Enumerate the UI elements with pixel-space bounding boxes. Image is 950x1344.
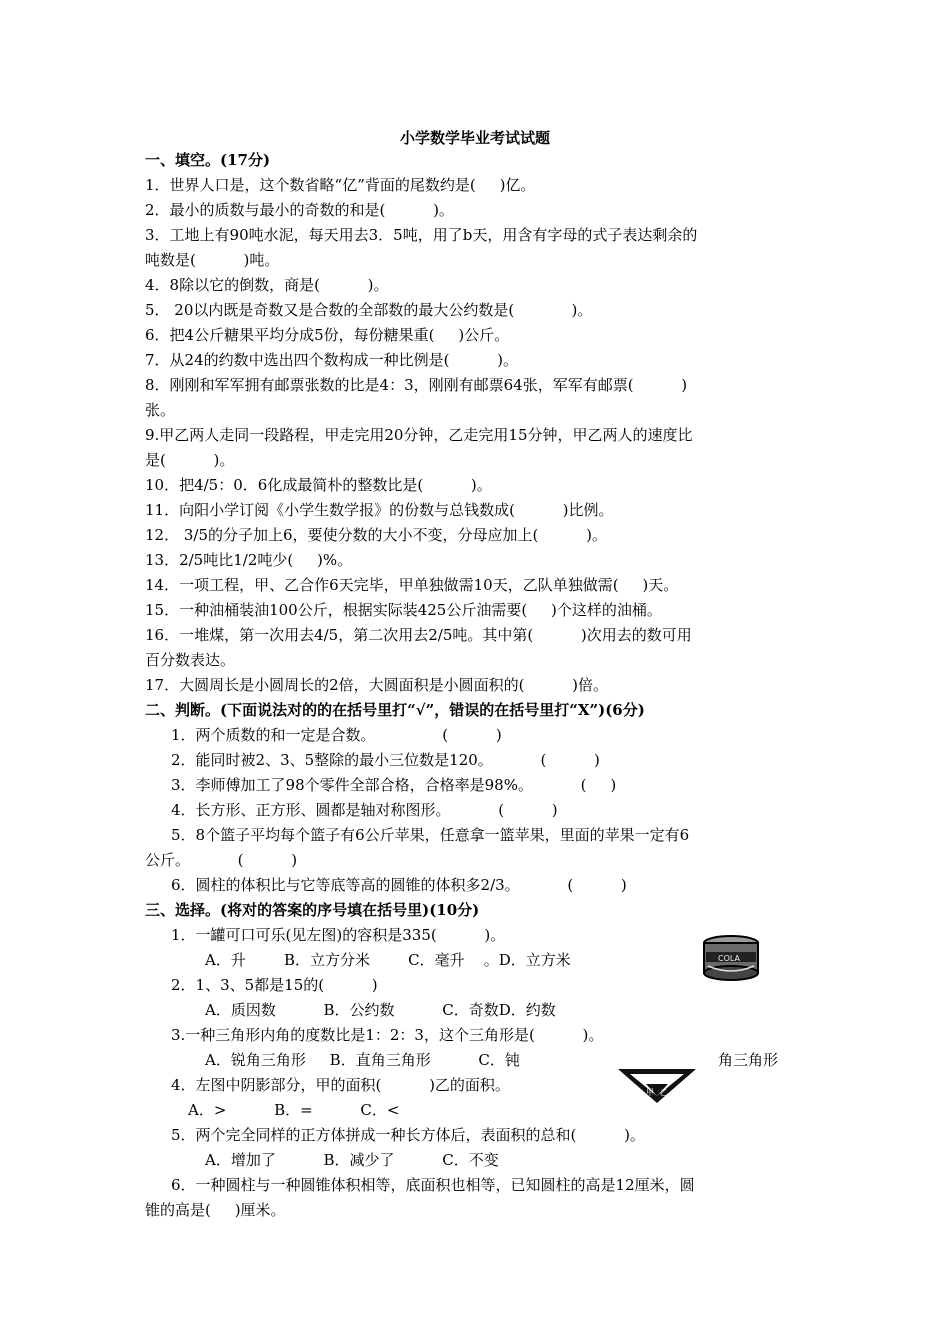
question-line: 吨数是( )吨。 (145, 251, 280, 269)
question-line: 1．两个质数的和一定是合数。 ( ) (171, 726, 502, 744)
options-line: A．增加了 B．减少了 C．不变 (205, 1151, 499, 1169)
question-line: 7．从24的约数中选出四个数构成一种比例是( )。 (145, 351, 519, 369)
question-line: 4．8除以它的倒数，商是( )。 (145, 276, 389, 294)
question-line: 16．一堆煤，第一次用去4/5，第二次用去2/5吨。其中第( )次用去的数可用 (145, 626, 692, 644)
section-heading-judge: 二、判断。(下面说法对的的在括号里打“√”，错误的在括号里打“X”)(6分) (145, 701, 645, 719)
question-line: 4．左图中阴影部分，甲的面积( )乙的面积。 (171, 1076, 510, 1094)
question-line: 6．一种圆柱与一种圆锥体积相等，底面积也相等，已知圆柱的高是12厘米，圆 (171, 1176, 695, 1194)
question-line: 锥的高是( )厘米。 (145, 1201, 286, 1219)
question-line: 3．工地上有90吨水泥，每天用去3．5吨，用了b天，用含有字母的式子表达剩余的 (145, 226, 698, 244)
question-line: 公斤。 ( ) (145, 851, 298, 869)
question-line: 14．一项工程，甲、乙合作6天完毕，甲单独做需10天，乙队单独做需( )天。 (145, 576, 679, 594)
question-line: 百分数表达。 (145, 651, 236, 669)
question-line: 8．刚刚和军军拥有邮票张数的比是4：3，刚刚有邮票64张，军军有邮票( ) (145, 376, 688, 394)
question-line: 是( )。 (145, 451, 235, 469)
question-line: 5． 20以内既是奇数又是合数的全部数的最大公约数是( )。 (145, 301, 593, 319)
question-line: 4．长方形、正方形、圆都是轴对称图形。 ( ) (171, 801, 558, 819)
question-line: 3.一种三角形内角的度数比是1：2：3，这个三角形是( )。 (171, 1026, 604, 1044)
question-line: 9.甲乙两人走同一段路程，甲走完用20分钟，乙走完用15分钟，甲乙两人的速度比 (145, 426, 693, 444)
options-line: A．> B．= C．< (188, 1101, 400, 1119)
question-line: 1．一罐可口可乐(见左图)的容积是335( )。 (171, 926, 506, 944)
svg-text:COLA: COLA (718, 954, 740, 963)
question-line: 2．最小的质数与最小的奇数的和是( )。 (145, 201, 454, 219)
question-line: 5．8个篮子平均每个篮子有6公斤苹果，任意拿一篮苹果，里面的苹果一定有6 (171, 826, 690, 844)
triangle-figure (616, 1066, 698, 1106)
question-line: 6．圆柱的体积比与它等底等高的圆锥的体积多2/3。 ( ) (171, 876, 627, 894)
page-title: 小学数学毕业考试试题 (399, 129, 550, 147)
question-line: 3．李师傅加工了98个零件全部合格，合格率是98%。 ( ) (171, 776, 617, 794)
question-line: 17．大圆周长是小圆周长的2倍，大圆面积是小圆面积的( )倍。 (145, 676, 609, 694)
question-line: 2．1、3、5都是15的( ) (171, 976, 378, 994)
cola-can-image (700, 934, 762, 982)
question-line: 12． 3/5的分子加上6，要使分数的大小不变，分母应加上( )。 (145, 526, 607, 544)
options-line: A．锐角三角形 B．直角三角形 C．钝 (205, 1051, 520, 1069)
question-line: 1．世界人口是，这个数省略“亿”背面的尾数约是( )亿。 (145, 176, 536, 194)
question-line: 5．两个完全同样的正方体拼成一种长方体后，表面积的总和( )。 (171, 1126, 645, 1144)
question-line: 11．向阳小学订阅《小学生数学报》的份数与总钱数成( )比例。 (145, 501, 614, 519)
triangle-label-left: 甲 (646, 1088, 654, 1097)
triangle-label-right: 乙 (660, 1088, 668, 1097)
question-line: 2．能同时被2、3、5整除的最小三位数是120。 ( ) (171, 751, 600, 769)
question-line: 15．一种油桶装油100公斤，根据实际装425公斤油需要( )个这样的油桶。 (145, 601, 662, 619)
question-line: 10．把4/5：0．6化成最简朴的整数比是( )。 (145, 476, 492, 494)
options-line-tail: 角三角形 (718, 1051, 779, 1069)
question-line: 13．2/5吨比1/2吨少( )%。 (145, 551, 353, 569)
options-line: A．升 B．立方分米 C．毫升 。D．立方米 (205, 951, 571, 969)
question-line: 6．把4公斤糖果平均分成5份，每份糖果重( )公斤。 (145, 326, 510, 344)
section-heading-fill: 一、填空。(17分) (145, 151, 271, 169)
section-heading-choice: 三、选择。(将对的答案的序号填在括号里)(10分) (145, 901, 480, 919)
question-line: 张。 (145, 401, 176, 419)
options-line: A．质因数 B．公约数 C．奇数D．约数 (205, 1001, 556, 1019)
